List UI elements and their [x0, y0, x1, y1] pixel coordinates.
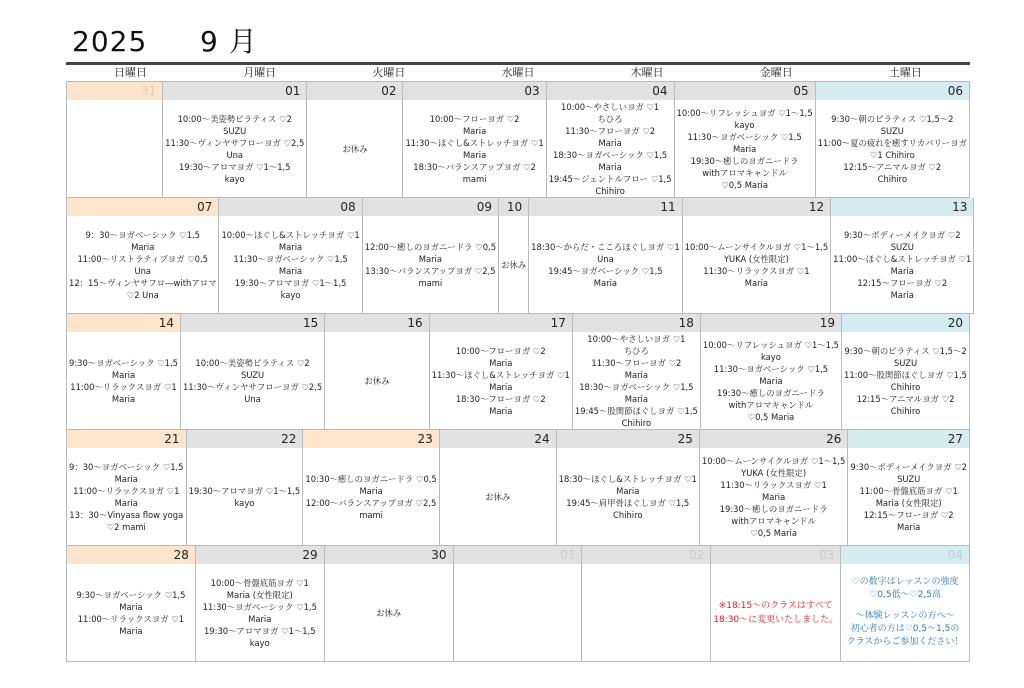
day-schedule	[816, 100, 969, 197]
day-cell	[675, 82, 816, 198]
schedule-line: 10:30～癒しのヨガニードラ ♡0,5	[305, 473, 437, 484]
schedule-line: Chihiro	[877, 173, 908, 184]
day-cell	[683, 198, 831, 314]
day-number: 24	[440, 430, 556, 448]
schedule-line: Una	[597, 253, 614, 264]
weekday-header	[66, 65, 970, 81]
schedule-line: 10:00～リフレッシュヨガ ♡1～1,5	[676, 107, 813, 118]
schedule-line: 18:30～からだ・こころほぐしヨガ ♡1	[531, 241, 680, 252]
schedule-line: SUZU	[893, 357, 918, 368]
day-schedule	[196, 564, 324, 661]
day-schedule	[700, 448, 847, 545]
schedule-line: kayo	[224, 173, 245, 184]
schedule-line: kayo	[734, 119, 755, 130]
schedule-line: 12:00～バランスアップヨガ ♡2,5	[305, 497, 437, 508]
day-cell	[67, 314, 181, 430]
day-cell	[842, 314, 970, 430]
day-number: 25	[557, 430, 699, 448]
schedule-line: 9:30～ボディーメイクヨガ ♡2	[843, 229, 961, 240]
schedule-line: 18:30～ヨガベーシック ♡1,5	[552, 149, 668, 160]
day-schedule	[181, 332, 324, 429]
schedule-line: Maria	[114, 497, 138, 508]
day-cell	[499, 198, 529, 314]
schedule-line: 19:45～股関節ほぐしヨガ ♡1,5	[574, 405, 698, 416]
calendar-title	[72, 20, 258, 60]
schedule-line: 11:30～ヨガベーシック ♡1,5	[713, 363, 829, 374]
schedule-line: Maria	[111, 393, 136, 404]
schedule-line: 19:30～アロマヨガ ♡1～1,5	[203, 625, 316, 636]
schedule-line: Maria	[744, 277, 769, 288]
day-schedule	[573, 332, 700, 429]
schedule-line: ちひろ	[623, 345, 649, 356]
day-number: 08	[219, 198, 361, 216]
day-schedule	[547, 100, 674, 197]
schedule-line: 19:45～ジェントルフロー ♡1,5	[548, 173, 672, 184]
day-schedule	[557, 448, 699, 545]
day-number: 13	[831, 198, 973, 216]
schedule-line: Chihiro	[621, 417, 652, 428]
day-schedule	[675, 100, 815, 197]
schedule-line: Maria	[890, 265, 914, 276]
day-schedule	[325, 564, 453, 661]
schedule-line: withアロマキャンドル	[702, 167, 787, 178]
schedule-line: 11:00～ほぐし&ストレッチヨガ ♡1	[833, 253, 972, 264]
day-number: 17	[430, 314, 572, 332]
schedule-line: ちひろ	[597, 113, 623, 124]
day-cell	[573, 314, 701, 430]
day-number: 23	[303, 430, 438, 448]
schedule-line: 初心者の方は♡0,5～1,5の	[850, 624, 960, 634]
day-cell	[363, 198, 499, 314]
schedule-line: Maria	[248, 613, 272, 624]
day-number: 16	[325, 314, 428, 332]
schedule-line: 9:30～ボディーメイクヨガ ♡2	[850, 461, 967, 472]
schedule-line: 10:00～美姿勢ピラティス ♡2	[177, 113, 292, 124]
day-number: 04	[547, 82, 674, 100]
schedule-line: 19:30～癒しのヨガニードラ	[719, 503, 828, 514]
weekday-wednesday: 水曜日	[501, 66, 535, 79]
day-cell	[529, 198, 683, 314]
schedule-line: 10:00～リフレッシュヨガ ♡1～1,5	[702, 339, 839, 350]
day-schedule	[430, 332, 572, 429]
day-number: 11	[529, 198, 682, 216]
schedule-line: mami	[462, 173, 487, 184]
schedule-line: お休み	[364, 375, 390, 386]
schedule-line: 11:30～リラックスヨガ ♡1	[703, 265, 810, 276]
day-number: 05	[675, 82, 815, 100]
schedule-line: 10:00～ムーンサイクルヨガ ♡1～1,5	[684, 241, 829, 252]
schedule-line: Maria	[616, 485, 640, 496]
schedule-line: 10:00～美姿勢ピラティス ♡2	[195, 357, 310, 368]
day-schedule	[307, 100, 402, 197]
schedule-line: 18:30～に変更いたしました。	[713, 614, 839, 625]
day-number: 27	[848, 430, 969, 448]
day-number: 19	[701, 314, 841, 332]
schedule-line: 11:30～ヴィンヤサフローヨガ ♡2,5	[182, 381, 323, 392]
day-cell	[67, 82, 163, 198]
schedule-line: 11:30～ヨガベーシック ♡1,5	[202, 601, 317, 612]
schedule-line: Maria	[761, 491, 786, 502]
schedule-line: ♡の数字はレッスンの強度	[851, 577, 959, 587]
schedule-line: 10:00～ほぐし&ストレッチヨガ ♡1	[221, 229, 360, 240]
schedule-line: Maria	[624, 393, 648, 404]
schedule-line: Maria	[489, 405, 513, 416]
schedule-line: withアロマキャンドル	[728, 399, 814, 410]
day-schedule	[303, 448, 438, 545]
day-cell	[181, 314, 325, 430]
schedule-line: 19:30～癒しのヨガニードラ	[690, 155, 799, 166]
schedule-line: kayo	[249, 637, 270, 648]
day-number: 01	[163, 82, 306, 100]
schedule-line: 11:30～ヴィンヤサフローヨガ ♡2,5	[165, 137, 305, 148]
day-number: 20	[842, 314, 969, 332]
schedule-line: Maria	[359, 485, 383, 496]
day-schedule	[711, 564, 840, 661]
schedule-line: 11:30～ほぐし&ストレッチヨガ ♡1	[431, 369, 570, 380]
day-schedule	[842, 332, 969, 429]
schedule-line: Maria	[111, 369, 136, 380]
day-schedule	[841, 564, 969, 661]
schedule-line: kayo	[234, 497, 255, 508]
day-schedule	[67, 448, 186, 545]
day-schedule	[67, 100, 162, 197]
day-cell	[841, 546, 970, 662]
day-number: 03	[403, 82, 545, 100]
day-schedule	[403, 100, 545, 197]
schedule-line: お休み	[501, 259, 527, 270]
day-number: 18	[573, 314, 700, 332]
schedule-line: ※18:15～のクラスはすべて	[718, 600, 833, 611]
schedule-line: ♡0,5 Maria	[721, 179, 768, 190]
day-number: 02	[582, 546, 710, 564]
day-cell	[219, 198, 362, 314]
schedule-line: 10:00～ムーンサイクルヨガ ♡1～1,5	[701, 455, 846, 466]
schedule-line: お休み	[376, 607, 402, 618]
day-number: 26	[700, 430, 847, 448]
schedule-line: Maria (女性限定)	[875, 497, 942, 508]
day-number: 10	[499, 198, 528, 216]
schedule-line: Maria	[732, 143, 757, 154]
day-number: 12	[683, 198, 830, 216]
schedule-line: SUZU	[890, 241, 914, 252]
schedule-line: ♡0,5 Maria	[747, 411, 795, 422]
schedule-line: ♡2 Una	[126, 289, 159, 300]
day-number: 09	[363, 198, 498, 216]
day-schedule	[683, 216, 830, 313]
day-number: 28	[67, 546, 195, 564]
day-cell	[831, 198, 974, 314]
day-schedule	[582, 564, 710, 661]
week-row	[67, 314, 970, 430]
day-schedule	[67, 216, 218, 313]
day-schedule	[163, 100, 306, 197]
schedule-line: 9:30～朝のピラティス ♡1,5～2	[844, 345, 967, 356]
weekday-tuesday: 火曜日	[372, 66, 406, 79]
weekday-sunday: 日曜日	[114, 66, 148, 79]
schedule-line: Maria	[489, 381, 513, 392]
day-schedule	[454, 564, 582, 661]
week-row	[67, 546, 970, 662]
schedule-line: kayo	[280, 289, 301, 300]
schedule-line: 11:00～リラックスヨガ ♡1	[70, 381, 177, 392]
day-cell	[187, 430, 304, 546]
day-schedule	[219, 216, 361, 313]
schedule-line: SUZU	[880, 125, 904, 136]
day-schedule	[187, 448, 303, 545]
schedule-line: 11:00～リラックスヨガ ♡1	[77, 613, 185, 624]
day-cell	[701, 314, 842, 430]
schedule-line: Una	[226, 149, 244, 160]
schedule-line: お休み	[342, 143, 368, 154]
day-number: 21	[67, 430, 186, 448]
day-schedule	[363, 216, 498, 313]
schedule-line: 12:15～フローヨガ ♡2	[863, 509, 954, 520]
schedule-line: 11:00～股関節ほぐしヨガ ♡1,5	[844, 369, 967, 380]
day-cell	[307, 82, 403, 198]
schedule-line: mami	[418, 277, 443, 288]
schedule-line: 9：30～ヨガベーシック ♡1,5	[69, 461, 184, 472]
day-cell	[163, 82, 307, 198]
schedule-line: 18:30～フローヨガ ♡2	[455, 393, 546, 404]
week-row	[67, 198, 970, 314]
day-cell	[67, 198, 219, 314]
schedule-line: Maria	[462, 149, 487, 160]
schedule-line: Maria	[759, 375, 783, 386]
schedule-line: 10:00～フローヨガ ♡2	[455, 345, 546, 356]
schedule-line: 18:30～ヨガベーシック ♡1,5	[579, 381, 694, 392]
day-cell	[582, 546, 711, 662]
day-number: 30	[325, 546, 453, 564]
schedule-line: Chihiro	[890, 405, 921, 416]
schedule-line: kayo	[760, 351, 781, 362]
schedule-line: Maria	[114, 473, 138, 484]
schedule-line: Maria	[598, 137, 622, 148]
schedule-line: Maria	[890, 289, 914, 300]
schedule-line: Maria	[624, 369, 648, 380]
schedule-line: Chihiro	[613, 509, 643, 520]
schedule-line: 11:00～夏の疲れを癒すリカバリーヨガ	[817, 137, 967, 148]
day-cell	[848, 430, 970, 546]
week-row	[67, 82, 970, 198]
schedule-line: 11:30～フローヨガ ♡2	[591, 357, 682, 368]
schedule-line: YUKA (女性限定)	[723, 253, 789, 264]
weekday-saturday: 土曜日	[888, 66, 922, 79]
schedule-line: ♡0,5 Maria	[750, 527, 797, 538]
schedule-line: Maria	[418, 253, 442, 264]
schedule-line: 11:00～リストラティブヨガ ♡0,5	[77, 253, 208, 264]
schedule-line: Maria	[131, 241, 155, 252]
schedule-line: 19:30～アロマヨガ ♡1～1,5	[178, 161, 291, 172]
day-cell	[196, 546, 325, 662]
schedule-line: 11:30～フローヨガ ♡2	[565, 125, 656, 136]
day-schedule	[440, 448, 556, 545]
week-row	[67, 430, 970, 546]
schedule-line: 9:30～ヨガベーシック ♡1,5	[76, 589, 186, 600]
schedule-line: SUZU	[897, 473, 921, 484]
day-cell	[816, 82, 970, 198]
schedule-line: 10:00～やさしいヨガ ♡1	[560, 101, 660, 112]
day-cell	[325, 314, 429, 430]
schedule-line: 19:45～肩甲骨ほぐしヨガ ♡1,5	[566, 497, 690, 508]
day-schedule	[67, 564, 195, 661]
day-cell	[303, 430, 439, 546]
schedule-line: 9：30～ヨガベーシック ♡1,5	[85, 229, 200, 240]
schedule-line: 11:30～ほぐし&ストレッチヨガ ♡1	[405, 137, 544, 148]
day-cell	[440, 430, 557, 546]
day-cell	[711, 546, 841, 662]
calendar-month: 9 月	[200, 25, 258, 58]
schedule-line: SUZU	[223, 125, 247, 136]
day-cell	[430, 314, 573, 430]
day-cell	[454, 546, 583, 662]
schedule-line: Una	[244, 393, 261, 404]
schedule-line: YUKA (女性限定)	[741, 467, 807, 478]
day-schedule	[529, 216, 682, 313]
schedule-line: 18:30～ほぐし&ストレッチヨガ ♡1	[558, 473, 697, 484]
schedule-line: Maria	[119, 601, 143, 612]
calendar	[66, 62, 970, 662]
day-cell	[403, 82, 546, 198]
schedule-line: 18:30～バランスアップヨガ ♡2	[413, 161, 536, 172]
schedule-line: 9:30～朝のピラティス ♡1,5～2	[831, 113, 954, 124]
day-number: 29	[196, 546, 324, 564]
schedule-line: 10:00～やさしいヨガ ♡1	[587, 333, 686, 344]
schedule-line: 11:30～ヨガベーシック ♡1,5	[687, 131, 802, 142]
schedule-line: 13：30～Vinyasa flow yoga	[69, 509, 184, 520]
schedule-line: 11:30～リラックスヨガ ♡1	[720, 479, 827, 490]
day-cell	[67, 546, 196, 662]
day-cell	[547, 82, 675, 198]
day-schedule	[848, 448, 969, 545]
schedule-line: Maria	[489, 357, 513, 368]
calendar-year: 2025	[72, 25, 148, 58]
day-number: 03	[711, 546, 840, 564]
schedule-line: withアロマキャンドル	[731, 515, 816, 526]
schedule-line: 12:15～アニマルヨガ ♡2	[856, 393, 955, 404]
schedule-line: 19:45～ヨガベーシック ♡1,5	[548, 265, 663, 276]
schedule-line: ♡1 Chihiro	[869, 149, 915, 160]
day-cell	[557, 430, 700, 546]
day-cell	[700, 430, 848, 546]
schedule-line: Maria	[278, 265, 303, 276]
weekday-friday: 金曜日	[759, 66, 793, 79]
schedule-line: 11:00～骨盤底筋ヨガ ♡1	[859, 485, 958, 496]
schedule-line: 11:30～ヨガベーシック ♡1,5	[233, 253, 348, 264]
schedule-line: ♡2 mami	[106, 521, 146, 532]
schedule-line: Maria	[462, 125, 487, 136]
day-number: 14	[67, 314, 180, 332]
day-number: 31	[67, 82, 162, 100]
calendar-grid	[66, 81, 970, 662]
day-cell	[325, 546, 454, 662]
day-number: 06	[816, 82, 969, 100]
schedule-line: Maria (女性限定)	[226, 589, 293, 600]
schedule-line: ♡0,5低～♡2,5高	[869, 590, 941, 600]
schedule-line: 19:30～アロマヨガ ♡1～1,5	[234, 277, 347, 288]
day-number: 15	[181, 314, 324, 332]
day-number: 01	[454, 546, 582, 564]
schedule-line: Una	[134, 265, 152, 276]
schedule-line: Maria	[897, 521, 921, 532]
day-schedule	[701, 332, 841, 429]
schedule-line: Maria	[598, 161, 622, 172]
schedule-line: 19:30～癒しのヨガニードラ	[716, 387, 825, 398]
schedule-line: Maria	[278, 241, 303, 252]
schedule-line: 9:30～ヨガベーシック ♡1,5	[69, 357, 178, 368]
schedule-line: 12:15～フローヨガ ♡2	[857, 277, 948, 288]
day-schedule	[67, 332, 180, 429]
schedule-line: mami	[359, 509, 383, 520]
day-schedule	[325, 332, 428, 429]
day-number: 04	[841, 546, 969, 564]
day-schedule	[499, 216, 528, 313]
schedule-line: ～体験レッスンの方へ～	[855, 611, 955, 621]
schedule-line: 11:00～リラックスヨガ ♡1	[73, 485, 180, 496]
day-number: 22	[187, 430, 303, 448]
schedule-line: 10:00～骨盤底筋ヨガ ♡1	[210, 577, 309, 588]
schedule-line: 12：15～ヴィンヤサフロ―withアロマ	[69, 277, 217, 288]
schedule-line: SUZU	[241, 369, 265, 380]
schedule-line: 13:30～バランスアップヨガ ♡2,5	[365, 265, 496, 276]
day-number: 07	[67, 198, 218, 216]
schedule-line: Maria	[593, 277, 618, 288]
schedule-line: Chihiro	[890, 381, 921, 392]
weekday-thursday: 木曜日	[630, 66, 664, 79]
schedule-line: 19:30～アロマヨガ ♡1～1,5	[188, 485, 301, 496]
day-number: 02	[307, 82, 402, 100]
schedule-line: Chihiro	[595, 185, 625, 196]
schedule-line: クラスからご参加ください！	[846, 637, 964, 647]
day-schedule	[831, 216, 973, 313]
schedule-line: 12:00～癒しのヨガニードラ ♡0,5	[364, 241, 497, 252]
schedule-line: Maria	[119, 625, 143, 636]
day-cell	[67, 430, 187, 546]
schedule-line: 12:15～アニマルヨガ ♡2	[843, 161, 942, 172]
schedule-line: 10:00～フローヨガ ♡2	[429, 113, 520, 124]
weekday-monday: 月曜日	[243, 66, 277, 79]
schedule-line: お休み	[485, 491, 511, 502]
